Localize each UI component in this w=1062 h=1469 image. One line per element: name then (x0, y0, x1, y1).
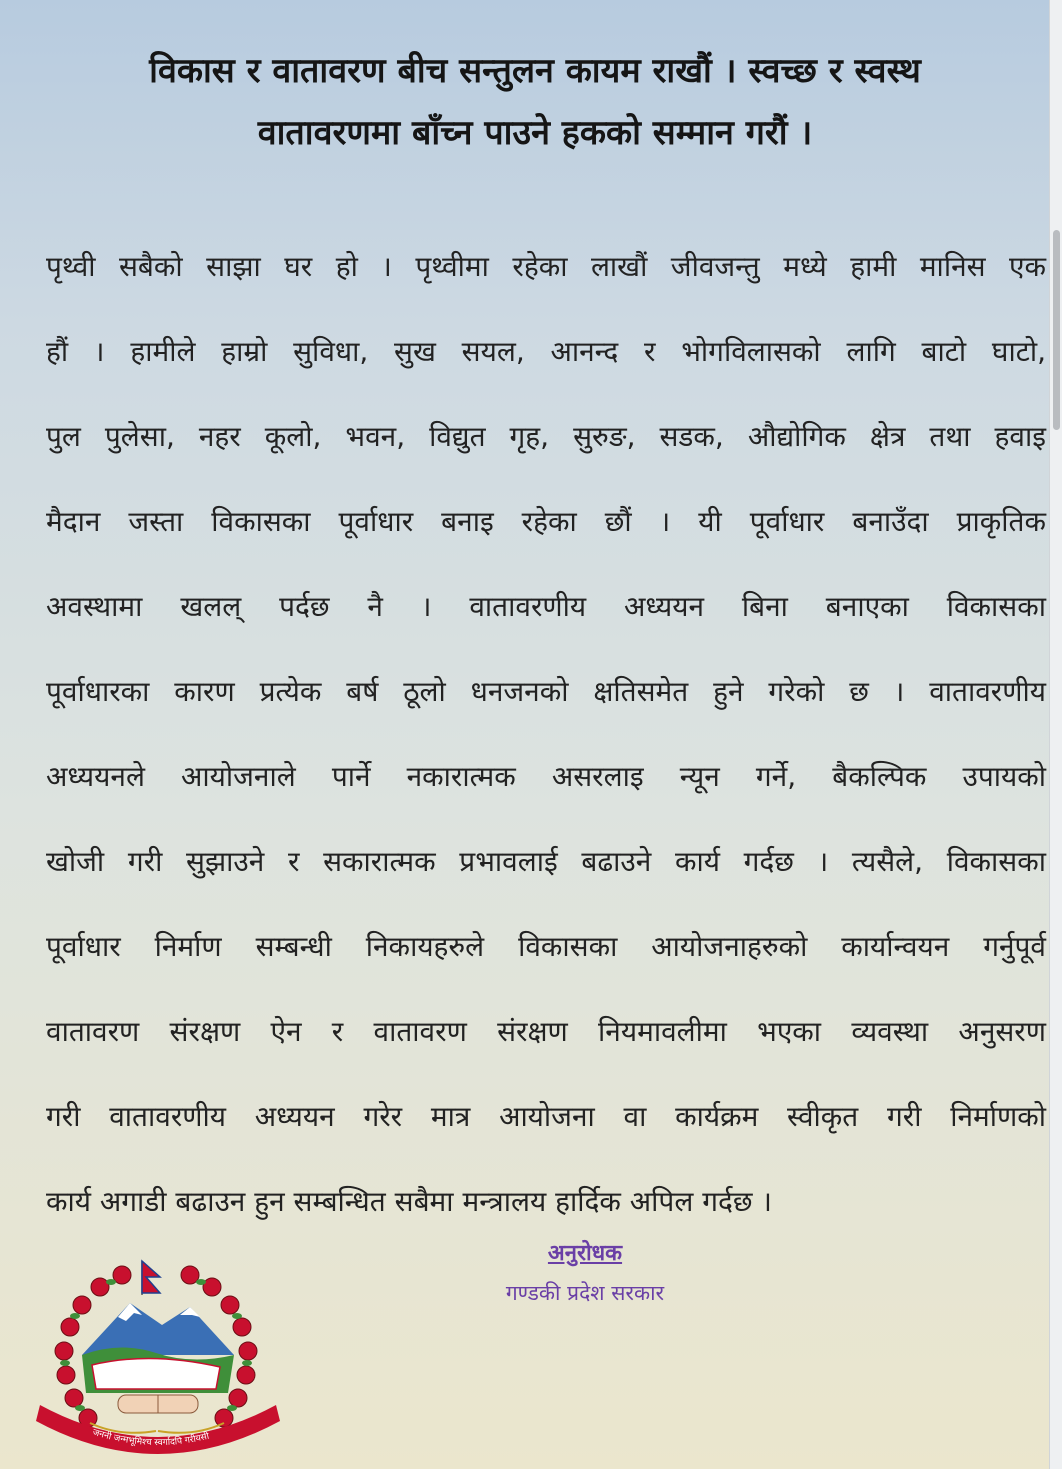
body-line: वातावरण संरक्षण ऐन र वातावरण संरक्षण नियमावलीमा भएका व्यवस्था अनुसरण (46, 1015, 1046, 1048)
body-line: अवस्थामा खलल् पर्दछ नै । वातावरणीय अध्ययन बिना बनाएका विकासका (46, 590, 1046, 623)
headline (30, 40, 1040, 164)
closing-heading: अनुरोधक (547, 1241, 623, 1266)
body-line: पूर्वाधार निर्माण सम्बन्धी निकायहरुले विकासका आयोजनाहरुको कार्यान्वयन गर्नुपूर्व (46, 930, 1046, 963)
nepal-flag-icon (142, 1261, 160, 1295)
body-line: पृथ्वी सबैको साझा घर हो । पृथ्वीमा रहेका लाखौं जीवजन्तु मध्ये हामी मानिस एक (46, 250, 1046, 283)
body-line: हौं । हामीले हाम्रो सुविधा, सुख सयल, आनन्द र भोगविलासको लागि बाटो घाटो, (46, 335, 1046, 368)
body-line: अध्ययनले आयोजनाले पार्ने नकारात्मक असरलाइ न्यून गर्ने, बैकल्पिक उपायको (46, 760, 1046, 793)
closing-organization: गण्डकी प्रदेश सरकार (505, 1281, 665, 1305)
body-line: मैदान जस्ता विकासका पूर्वाधार बनाइ रहेका छौं । यी पूर्वाधार बनाउँदा प्राकृतिक (46, 505, 1046, 538)
closing-block (410, 1235, 760, 1313)
handshake-icon (118, 1395, 198, 1413)
vertical-scrollbar[interactable] (1049, 0, 1062, 1469)
motto-text: जननी जन्मभूमिश्च स्वर्गादपि गरीयसी (91, 1427, 211, 1449)
body-line: गरी वातावरणीय अध्ययन गरेर मात्र आयोजना वा कार्यक्रम स्वीकृत गरी निर्माणको (46, 1100, 1046, 1133)
body-line: खोजी गरी सुझाउने र सकारात्मक प्रभावलाई बढाउने कार्य गर्दछ । त्यसैले, विकासका (46, 845, 1046, 878)
body-line: पूर्वाधारका कारण प्रत्येक बर्ष ठूलो धनजनको क्षतिसमेत हुने गरेको छ । वातावरणीय (46, 675, 1046, 708)
body-line: पुल पुलेसा, नहर कूलो, भवन, विद्युत गृह, सुरुङ, सडक, औद्योगिक क्षेत्र तथा हवाइ (46, 420, 1046, 453)
nepal-emblem-icon (30, 1255, 285, 1465)
body-paragraph (46, 228, 1046, 1248)
body-line: कार्य अगाडी बढाउन हुन सम्बन्धित सबैमा मन्त्रालय हार्दिक अपिल गर्दछ । (46, 1185, 772, 1218)
scrollbar-thumb[interactable] (1053, 230, 1060, 430)
mountain-icon (82, 1303, 234, 1355)
headline-line-2: वातावरणमा बाँच्न पाउने हकको सम्मान गरौं । (257, 113, 813, 153)
headline-line-1: विकास र वातावरण बीच सन्तुलन कायम राखौं । स्वच्छ र स्वस्थ (149, 51, 921, 91)
